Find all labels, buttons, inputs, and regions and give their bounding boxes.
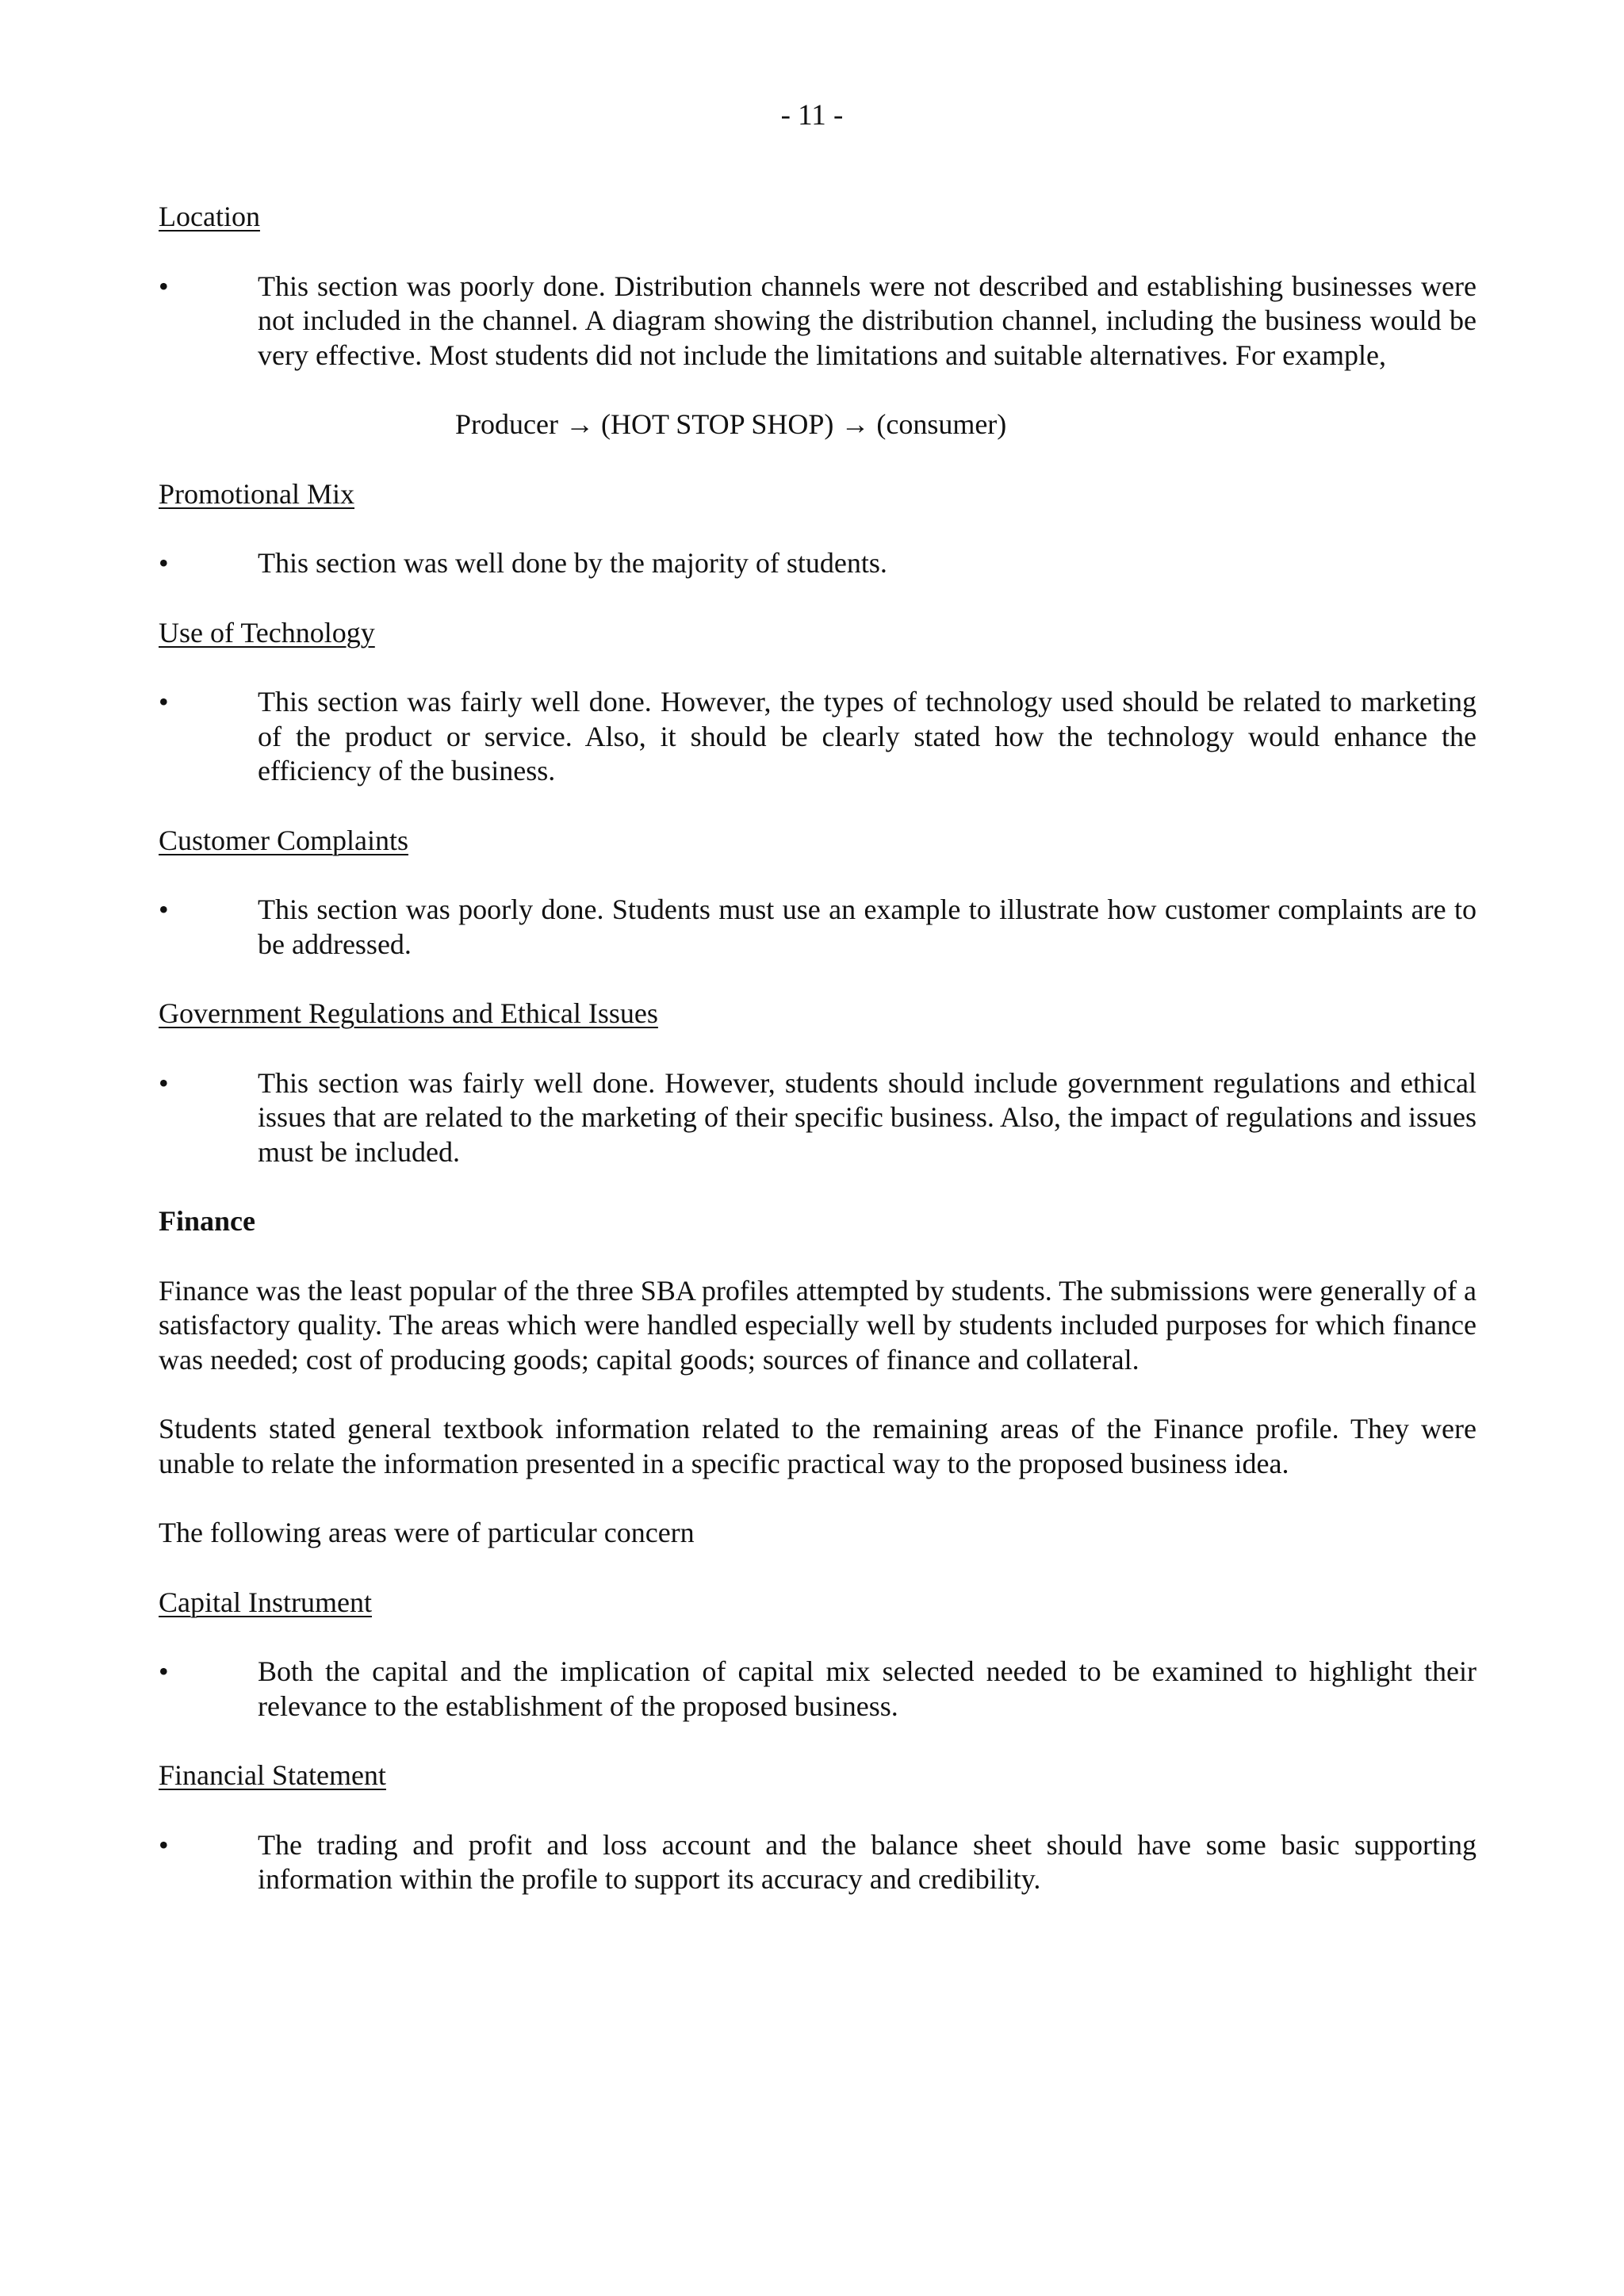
section-heading-financial-statement: Financial Statement — [159, 1759, 386, 1791]
section-heading-government-regulations: Government Regulations and Ethical Issues — [159, 997, 658, 1029]
bullet-marker: • — [159, 547, 169, 579]
bullet-text: This section was well done by the majority of students. — [258, 547, 887, 579]
section-heading-promotional-mix: Promotional Mix — [159, 477, 355, 510]
bullet-item — [159, 1655, 1477, 1724]
bullet-marker: • — [159, 1655, 169, 1687]
section-heading-use-of-technology: Use of Technology — [159, 616, 375, 649]
section-heading-location: Location — [159, 201, 260, 232]
document-body — [159, 200, 1477, 1932]
bullet-item — [159, 685, 1477, 789]
bullet-text: This section was fairly well done. However, students should include government regulations and ethical issues that are related to the marketing of their specific business. Also, the impact of regulations and issues must be included. — [258, 1066, 1477, 1168]
bullet-marker: • — [159, 686, 169, 718]
bullet-item — [159, 1066, 1477, 1170]
paragraph: Finance was the least popular of the three SBA profiles attempted by students. The submissions were generally of a satisfactory quality. The areas which were handled especially well by students included purposes for which finance was needed; cost of producing goods; capital goods; sources of finance and collateral. — [159, 1274, 1477, 1376]
bullet-text: This section was fairly well done. However, the types of technology used should be related to marketing of the product or service. Also, it should be clearly stated how the technology would enhance the efficiency of the business. — [258, 686, 1477, 786]
bullet-item — [159, 270, 1477, 373]
bullet-text: This section was poorly done. Students must use an example to illustrate how customer complaints are to be addressed. — [258, 894, 1477, 960]
distribution-channel-example: Producer → (HOT STOP SHOP) → (consumer) — [455, 408, 1007, 440]
paragraph: Students stated general textbook information related to the remaining areas of the Finance profile. They were unable to relate the information presented in a specific practical way to the proposed business idea. — [159, 1413, 1477, 1479]
bullet-text: The trading and profit and loss account and the balance sheet should have some basic supporting information within the profile to support its accuracy and credibility. — [258, 1828, 1477, 1895]
bullet-item — [159, 893, 1477, 962]
section-heading-customer-complaints: Customer Complaints — [159, 824, 408, 856]
bullet-item — [159, 546, 1477, 581]
bullet-marker: • — [159, 1066, 169, 1099]
bullet-marker: • — [159, 270, 169, 302]
bullet-item — [159, 1828, 1477, 1897]
bullet-marker: • — [159, 894, 169, 925]
bullet-text: This section was poorly done. Distribution channels were not described and establishing businesses were not included in the channel. A diagram showing the distribution channel, including the business would be very effective. Most students did not include the limitations and suitable alternatives. For example, — [258, 270, 1477, 371]
paragraph: The following areas were of particular concern — [159, 1517, 695, 1548]
bullet-text: Both the capital and the implication of capital mix selected needed to be examined to highlight their relevance to the establishment of the proposed business. — [258, 1655, 1477, 1722]
bullet-marker: • — [159, 1828, 169, 1861]
section-heading-capital-instrument: Capital Instrument — [159, 1586, 372, 1618]
section-heading-finance: Finance — [159, 1205, 255, 1237]
page-number: - 11 - — [780, 99, 844, 132]
